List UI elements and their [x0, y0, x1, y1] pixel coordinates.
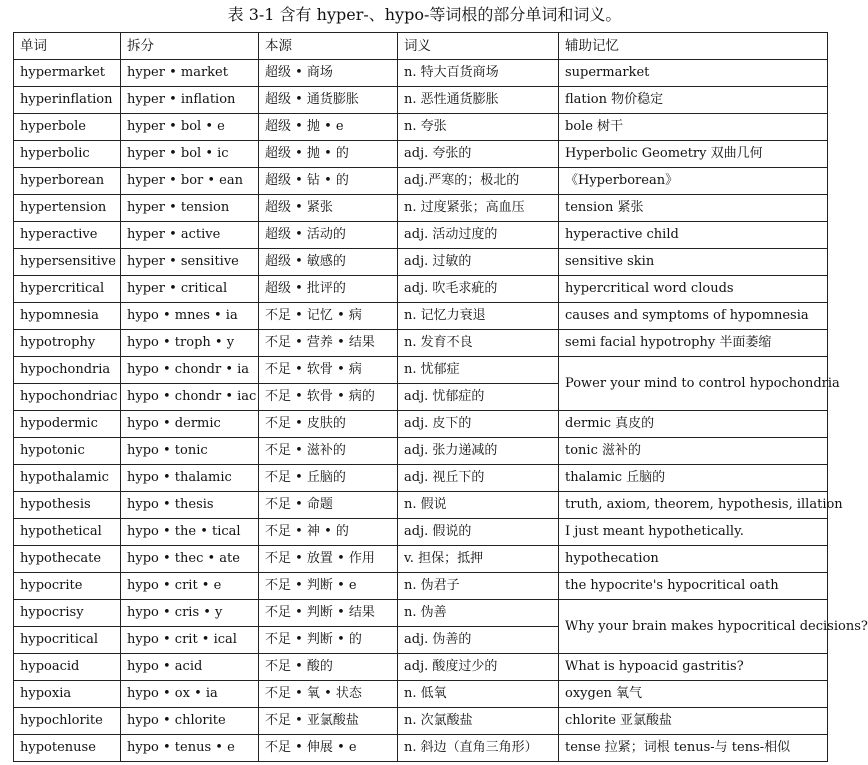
cell-split: hypo • the • tical: [121, 519, 259, 546]
cell-split: hyper • critical: [121, 276, 259, 303]
cell-split: hypo • chondr • iac: [121, 384, 259, 411]
cell-meaning: adj. 忧郁症的: [398, 384, 559, 411]
cell-split: hypo • mnes • ia: [121, 303, 259, 330]
cell-meaning: v. 担保；抵押: [398, 546, 559, 573]
cell-origin: 不足 • 皮肤的: [259, 411, 398, 438]
cell-origin: 超级 • 活动的: [259, 222, 398, 249]
cell-word: hypothetical: [14, 519, 121, 546]
cell-origin: 不足 • 软骨 • 病: [259, 357, 398, 384]
cell-origin: 超级 • 钻 • 的: [259, 168, 398, 195]
header-meaning: 词义: [398, 33, 559, 60]
cell-split: hypo • thesis: [121, 492, 259, 519]
cell-split: hyper • bor • ean: [121, 168, 259, 195]
cell-split: hypo • tenus • e: [121, 735, 259, 762]
cell-meaning: n. 记忆力衰退: [398, 303, 559, 330]
cell-split: hyper • market: [121, 60, 259, 87]
cell-meaning: n. 发育不良: [398, 330, 559, 357]
cell-memory: flation 物价稳定: [559, 87, 828, 114]
header-origin: 本源: [259, 33, 398, 60]
cell-origin: 不足 • 判断 • e: [259, 573, 398, 600]
cell-memory: hypercritical word clouds: [559, 276, 828, 303]
cell-word: hypotonic: [14, 438, 121, 465]
cell-meaning: adj. 酸度过少的: [398, 654, 559, 681]
table-row: [14, 303, 828, 330]
table-row: [14, 330, 828, 357]
cell-meaning: n. 过度紧张；高血压: [398, 195, 559, 222]
cell-meaning: adj. 吹毛求疵的: [398, 276, 559, 303]
cell-word: hypotrophy: [14, 330, 121, 357]
cell-origin: 不足 • 记忆 • 病: [259, 303, 398, 330]
cell-meaning: adj. 皮下的: [398, 411, 559, 438]
cell-word: hypomnesia: [14, 303, 121, 330]
header-split: 拆分: [121, 33, 259, 60]
table-row: [14, 546, 828, 573]
cell-word: hyperbolic: [14, 141, 121, 168]
cell-meaning: n. 低氧: [398, 681, 559, 708]
cell-memory: hyperactive child: [559, 222, 828, 249]
table-row: [14, 411, 828, 438]
cell-meaning: adj. 假说的: [398, 519, 559, 546]
cell-word: hypochlorite: [14, 708, 121, 735]
cell-word: hypersensitive: [14, 249, 121, 276]
cell-split: hypo • thec • ate: [121, 546, 259, 573]
cell-split: hypo • dermic: [121, 411, 259, 438]
table-caption: 表 3-1 含有 hyper-、hypo-等词根的部分单词和词义。: [227, 5, 622, 24]
cell-memory: hypothecation: [559, 546, 828, 573]
cell-origin: 超级 • 通货膨胀: [259, 87, 398, 114]
table-row: [14, 222, 828, 249]
cell-meaning: adj. 夸张的: [398, 141, 559, 168]
table-row: [14, 114, 828, 141]
cell-word: hypothecate: [14, 546, 121, 573]
cell-memory: thalamic 丘脑的: [559, 465, 828, 492]
cell-memory: truth, axiom, theorem, hypothesis, illation: [559, 492, 828, 519]
cell-meaning: adj. 张力递减的: [398, 438, 559, 465]
cell-split: hyper • bol • ic: [121, 141, 259, 168]
cell-meaning: n. 恶性通货膨胀: [398, 87, 559, 114]
header-row: [14, 33, 828, 60]
cell-meaning: adj. 伪善的: [398, 627, 559, 654]
cell-memory: Why your brain makes hypocritical decisions?: [559, 600, 828, 654]
table-row: [14, 60, 828, 87]
cell-word: hypocrite: [14, 573, 121, 600]
table-row: [14, 87, 828, 114]
cell-word: hypermarket: [14, 60, 121, 87]
cell-origin: 不足 • 亚氯酸盐: [259, 708, 398, 735]
cell-meaning: adj. 活动过度的: [398, 222, 559, 249]
cell-word: hypoacid: [14, 654, 121, 681]
cell-split: hyper • active: [121, 222, 259, 249]
cell-origin: 不足 • 命题: [259, 492, 398, 519]
cell-origin: 不足 • 氧 • 状态: [259, 681, 398, 708]
table-row: [14, 276, 828, 303]
table-row: [14, 249, 828, 276]
cell-word: hyperborean: [14, 168, 121, 195]
header-word: 单词: [14, 33, 121, 60]
cell-split: hyper • inflation: [121, 87, 259, 114]
cell-memory: Hyperbolic Geometry 双曲几何: [559, 141, 828, 168]
cell-memory: dermic 真皮的: [559, 411, 828, 438]
table-row: [14, 357, 828, 384]
cell-split: hypo • troph • y: [121, 330, 259, 357]
cell-meaning: n. 假说: [398, 492, 559, 519]
table-row: [14, 681, 828, 708]
cell-meaning: n. 斜边（直角三角形）: [398, 735, 559, 762]
table-row: [14, 492, 828, 519]
cell-memory: causes and symptoms of hypomnesia: [559, 303, 828, 330]
cell-meaning: n. 忧郁症: [398, 357, 559, 384]
cell-word: hypoxia: [14, 681, 121, 708]
table-row: [14, 141, 828, 168]
cell-word: hypocritical: [14, 627, 121, 654]
cell-word: hypothesis: [14, 492, 121, 519]
table-row: [14, 600, 828, 627]
table-row: [14, 195, 828, 222]
table-row: [14, 573, 828, 600]
cell-origin: 不足 • 神 • 的: [259, 519, 398, 546]
cell-split: hyper • tension: [121, 195, 259, 222]
cell-memory: sensitive skin: [559, 249, 828, 276]
cell-memory: tense 拉紧；词根 tenus-与 tens-相似: [559, 735, 828, 762]
table-row: [14, 168, 828, 195]
cell-meaning: n. 伪善: [398, 600, 559, 627]
cell-split: hyper • bol • e: [121, 114, 259, 141]
cell-meaning: n. 夸张: [398, 114, 559, 141]
cell-origin: 不足 • 滋补的: [259, 438, 398, 465]
cell-word: hyperbole: [14, 114, 121, 141]
table-row: [14, 438, 828, 465]
cell-meaning: n. 伪君子: [398, 573, 559, 600]
vocabulary-table: [13, 32, 868, 762]
cell-word: hypochondria: [14, 357, 121, 384]
cell-meaning: adj. 过敏的: [398, 249, 559, 276]
cell-memory: tension 紧张: [559, 195, 828, 222]
cell-split: hypo • acid: [121, 654, 259, 681]
table-row: [14, 654, 828, 681]
cell-word: hyperinflation: [14, 87, 121, 114]
cell-word: hypochondriac: [14, 384, 121, 411]
cell-split: hypo • crit • e: [121, 573, 259, 600]
cell-split: hypo • crit • ical: [121, 627, 259, 654]
cell-split: hypo • tonic: [121, 438, 259, 465]
table-row: [14, 708, 828, 735]
cell-origin: 超级 • 商场: [259, 60, 398, 87]
cell-origin: 超级 • 批评的: [259, 276, 398, 303]
cell-word: hypercritical: [14, 276, 121, 303]
header-memory: 辅助记忆: [559, 33, 828, 60]
cell-origin: 不足 • 营养 • 结果: [259, 330, 398, 357]
cell-split: hyper • sensitive: [121, 249, 259, 276]
cell-meaning: adj. 视丘下的: [398, 465, 559, 492]
cell-split: hypo • cris • y: [121, 600, 259, 627]
cell-memory: I just meant hypothetically.: [559, 519, 828, 546]
cell-memory: chlorite 亚氯酸盐: [559, 708, 828, 735]
cell-origin: 超级 • 紧张: [259, 195, 398, 222]
cell-origin: 不足 • 判断 • 的: [259, 627, 398, 654]
cell-meaning: n. 特大百货商场: [398, 60, 559, 87]
cell-memory: supermarket: [559, 60, 828, 87]
cell-split: hypo • chlorite: [121, 708, 259, 735]
cell-origin: 不足 • 判断 • 结果: [259, 600, 398, 627]
cell-word: hypocrisy: [14, 600, 121, 627]
cell-origin: 不足 • 伸展 • e: [259, 735, 398, 762]
cell-split: hypo • thalamic: [121, 465, 259, 492]
cell-memory: bole 树干: [559, 114, 828, 141]
cell-origin: 超级 • 抛 • e: [259, 114, 398, 141]
cell-memory: What is hypoacid gastritis?: [559, 654, 828, 681]
cell-word: hyperactive: [14, 222, 121, 249]
cell-origin: 超级 • 抛 • 的: [259, 141, 398, 168]
cell-origin: 不足 • 软骨 • 病的: [259, 384, 398, 411]
cell-meaning: adj.严寒的；极北的: [398, 168, 559, 195]
cell-memory: 《Hyperborean》: [559, 168, 828, 195]
cell-memory: the hypocrite's hypocritical oath: [559, 573, 828, 600]
table-row: [14, 519, 828, 546]
cell-origin: 超级 • 敏感的: [259, 249, 398, 276]
cell-memory: tonic 滋补的: [559, 438, 828, 465]
cell-memory: oxygen 氧气: [559, 681, 828, 708]
cell-origin: 不足 • 放置 • 作用: [259, 546, 398, 573]
cell-memory: Power your mind to control hypochondria: [559, 357, 828, 411]
cell-split: hypo • ox • ia: [121, 681, 259, 708]
cell-word: hypothalamic: [14, 465, 121, 492]
cell-meaning: n. 次氯酸盐: [398, 708, 559, 735]
cell-word: hypodermic: [14, 411, 121, 438]
cell-word: hypertension: [14, 195, 121, 222]
cell-origin: 不足 • 丘脑的: [259, 465, 398, 492]
cell-word: hypotenuse: [14, 735, 121, 762]
cell-split: hypo • chondr • ia: [121, 357, 259, 384]
table-row: [14, 735, 828, 762]
cell-origin: 不足 • 酸的: [259, 654, 398, 681]
table-row: [14, 465, 828, 492]
cell-memory: semi facial hypotrophy 半面萎缩: [559, 330, 828, 357]
